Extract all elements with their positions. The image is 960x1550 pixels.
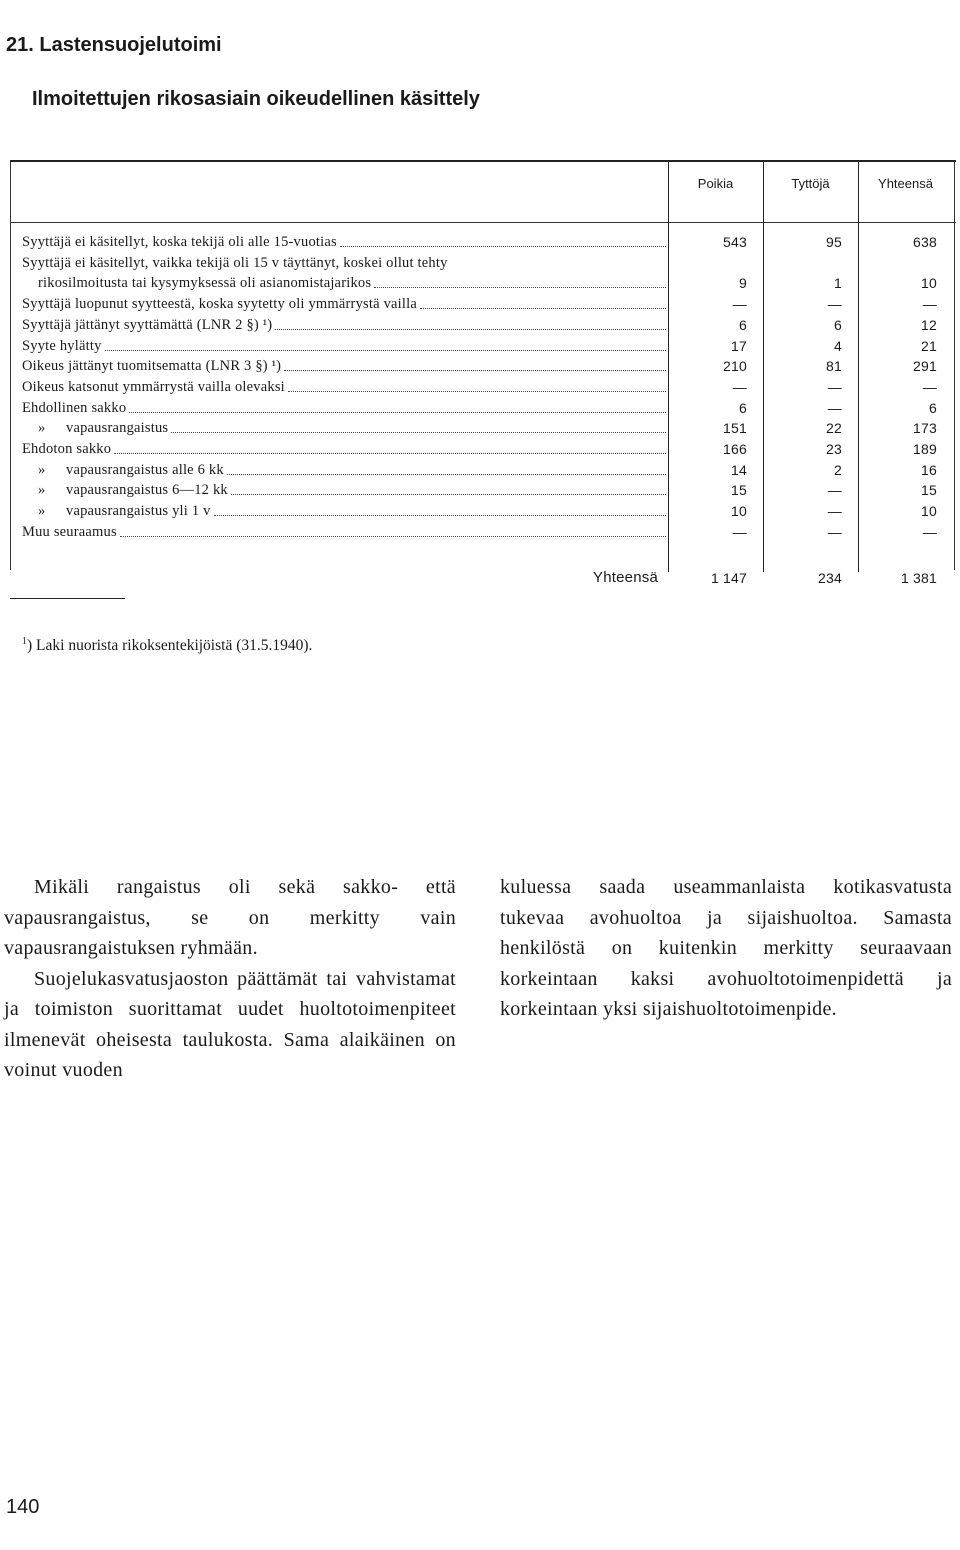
table-row	[0, 253, 960, 273]
row-label-text: vapausrangaistus yli 1 v	[66, 503, 211, 520]
row-label-text: Syyttäjä jättänyt syyttämättä (LNR 2 §) ¹)	[22, 316, 273, 333]
row-label-text: Syyttäjä ei käsitellyt, vaikka tekijä oli 15 v täyttänyt, koskei ollut tehty	[22, 254, 448, 271]
table-row	[0, 377, 960, 397]
cell-value: 22	[826, 420, 842, 437]
row-label	[22, 522, 666, 542]
cell-value: —	[827, 482, 842, 499]
row-label-text: Muu seuraamus	[22, 523, 117, 540]
cell-value: 17	[731, 337, 747, 354]
total-value: 1 147	[710, 570, 747, 586]
table-row	[0, 398, 960, 418]
cell-value: 81	[826, 358, 842, 375]
cell-value: 10	[921, 275, 937, 292]
total-value: 1 381	[900, 570, 937, 586]
row-label	[38, 480, 666, 500]
cell-value: 2	[834, 461, 842, 478]
cell-value: 151	[723, 420, 747, 437]
row-label	[22, 294, 666, 314]
dot-leader	[114, 439, 666, 454]
row-label-text: Syyttäjä ei käsitellyt, koska tekijä oli alle 15-vuotias	[22, 234, 337, 250]
cell-value: 291	[913, 358, 937, 375]
ditto-mark: »	[38, 482, 46, 499]
table-row	[0, 273, 960, 293]
row-label-text: vapausrangaistus alle 6 kk	[66, 461, 224, 478]
table-row	[0, 460, 960, 480]
row-label-text: Ehdollinen sakko	[22, 399, 127, 416]
cell-value: 543	[723, 234, 747, 250]
row-label	[22, 398, 666, 418]
row-label	[38, 273, 666, 293]
table-row	[0, 501, 960, 521]
dot-leader	[105, 336, 666, 351]
cell-value: 210	[723, 358, 747, 375]
row-label	[22, 315, 666, 335]
cell-value: —	[827, 399, 842, 416]
row-label	[38, 501, 666, 521]
column-header-girls: Tyttöjä	[791, 176, 830, 191]
body-text-right-column	[500, 872, 952, 1025]
row-label-text: Syyttäjä luopunut syytteestä, koska syytetty oli ymmärrystä vailla	[22, 296, 417, 313]
paragraph: kuluessa saada useammanlaista kotikasvatusta tukevaa avohuoltoa ja sijaishuoltoa. Samasta henkilöstä on kuitenkin merkitty seuraavaan korkeintaan kaksi avohuoltotoimenpidettä ja korkeintaan yksi sijaishuoltotoimenpide.	[500, 876, 952, 1020]
section-title: 21. Lastensuojelutoimi	[6, 34, 222, 56]
cell-value: 21	[921, 337, 937, 354]
cell-value: 16	[921, 461, 937, 478]
row-label-text: Ehdoton sakko	[22, 441, 112, 457]
dot-leader	[171, 418, 666, 433]
ditto-mark: »	[38, 503, 46, 520]
table-row	[0, 315, 960, 335]
row-label-text: vapausrangaistus 6—12 kk	[66, 482, 228, 499]
row-label	[38, 418, 666, 438]
row-label	[22, 253, 666, 273]
row-label	[22, 439, 666, 459]
column-header-total: Yhteensä	[878, 176, 933, 191]
dot-leader	[288, 377, 666, 392]
page-number: 140	[6, 1496, 40, 1518]
cell-value: 23	[826, 441, 842, 457]
table-row	[0, 439, 960, 459]
row-label	[22, 356, 666, 376]
table-row	[0, 294, 960, 314]
table-total-row	[0, 568, 960, 588]
cell-value: —	[732, 523, 747, 540]
cell-value: —	[922, 523, 937, 540]
dot-leader	[420, 294, 666, 309]
cell-value: 173	[913, 420, 937, 437]
row-label-text: rikosilmoitusta tai kysymyksessä oli asianomistajarikos	[38, 275, 372, 292]
footnote	[22, 636, 312, 655]
ditto-mark: »	[38, 420, 46, 437]
cell-value: 10	[921, 503, 937, 520]
dot-leader	[214, 501, 666, 516]
row-label	[38, 460, 666, 480]
table-title: Ilmoitettujen rikosasiain oikeudellinen käsittely	[32, 88, 480, 110]
table-top-rule	[10, 160, 956, 162]
table-row	[0, 480, 960, 500]
cell-value: 15	[921, 482, 937, 499]
cell-value: 10	[731, 503, 747, 520]
dot-leader	[374, 273, 666, 288]
table-header-rule	[10, 222, 956, 223]
body-text-left-column	[4, 872, 456, 1086]
cell-value: 12	[921, 316, 937, 333]
table-row	[0, 418, 960, 438]
cell-value: 6	[834, 316, 842, 333]
cell-value: —	[827, 523, 842, 540]
row-label-text: vapausrangaistus	[66, 420, 169, 437]
row-label	[22, 232, 666, 252]
paragraph: Suojelukasvatusjaoston päättämät tai vahvistamat ja toimiston suorittamat uudet huoltotoimenpiteet ilmenevät oheisesta taulukosta. Sama alaikäinen on voinut vuoden	[4, 967, 456, 1081]
row-label	[22, 336, 666, 356]
footnote-rule	[10, 598, 125, 599]
cell-value: 638	[913, 234, 937, 250]
dot-leader	[231, 480, 666, 495]
row-label-text: Oikeus katsonut ymmärrystä vailla olevaksi	[22, 378, 285, 395]
table-row	[0, 232, 960, 252]
total-value: 234	[818, 570, 842, 586]
cell-value: —	[827, 503, 842, 520]
paragraph: Mikäli rangaistus oli sekä sakko- että vapausrangaistus, se on merkitty vain vapausrangaistuksen ryhmään.	[4, 876, 456, 959]
cell-value: 166	[723, 441, 747, 457]
row-label-text: Oikeus jättänyt tuomitsematta (LNR 3 §) ¹)	[22, 358, 282, 375]
cell-value: 4	[834, 337, 842, 354]
cell-value: —	[922, 378, 937, 395]
cell-value: —	[732, 296, 747, 313]
dot-leader	[275, 315, 666, 330]
cell-value: —	[922, 296, 937, 313]
cell-value: 15	[731, 482, 747, 499]
footnote-marker: 1	[22, 636, 27, 647]
ditto-mark: »	[38, 461, 46, 478]
column-header-boys: Poikia	[697, 176, 734, 191]
dot-leader	[227, 460, 666, 475]
cell-value: 95	[826, 234, 842, 250]
table-row	[0, 356, 960, 376]
cell-value: 6	[929, 399, 937, 416]
table-row	[0, 522, 960, 542]
cell-value: —	[732, 378, 747, 395]
cell-value: 1	[834, 275, 842, 292]
cell-value: —	[827, 378, 842, 395]
cell-value: 14	[731, 461, 747, 478]
cell-value: —	[827, 296, 842, 313]
dot-leader	[284, 356, 666, 371]
total-label: Yhteensä	[593, 569, 658, 586]
dot-leader	[129, 398, 666, 413]
cell-value: 6	[739, 316, 747, 333]
table-row	[0, 336, 960, 356]
footnote-text: ) Laki nuorista rikoksentekijöistä (31.5.1940).	[27, 637, 313, 655]
cell-value: 189	[913, 441, 937, 457]
row-label-text: Syyte hylätty	[22, 337, 102, 354]
dot-leader	[340, 232, 666, 247]
row-label	[22, 377, 666, 397]
cell-value: 6	[739, 399, 747, 416]
dot-leader	[120, 522, 666, 537]
cell-value: 9	[739, 275, 747, 292]
